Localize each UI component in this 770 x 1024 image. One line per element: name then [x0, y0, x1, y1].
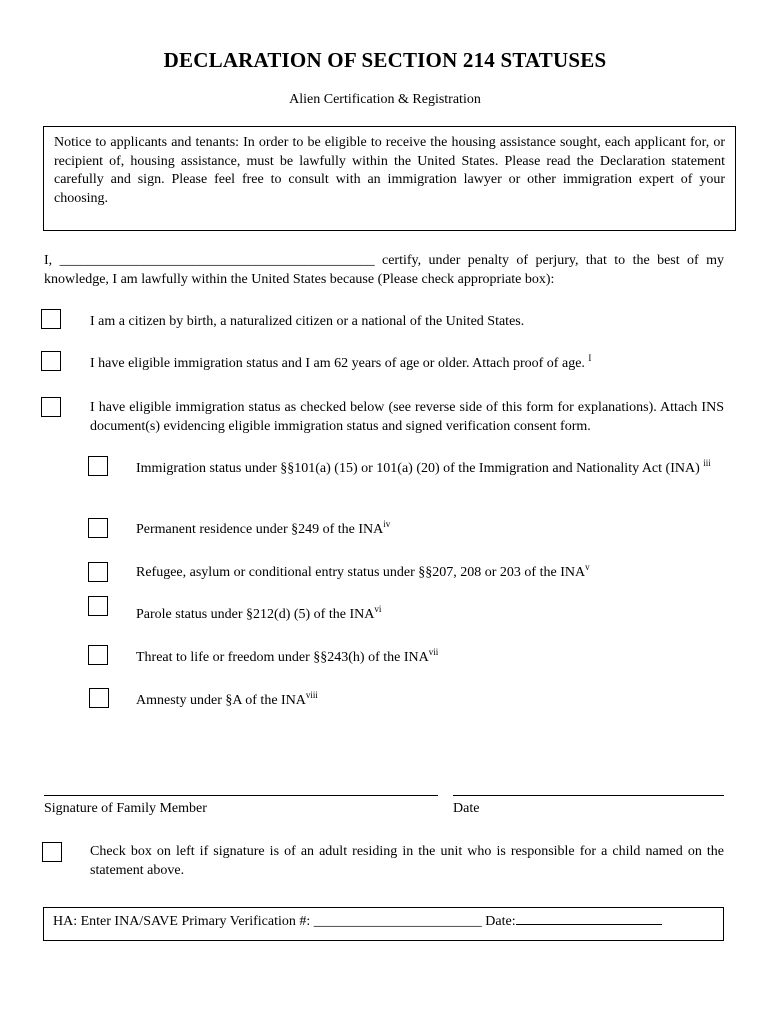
parole-checkbox[interactable] — [88, 596, 108, 616]
ha-date-label: Date: — [481, 914, 516, 929]
sub-option-text: Permanent residence under §249 of the INA — [136, 522, 384, 537]
sub-option-ina-101 — [136, 460, 724, 479]
sub-option-text: Refugee, asylum or conditional entry status under §§207, 208 or 203 of the INA — [136, 565, 586, 580]
sub-option-permanent-residence — [136, 521, 724, 540]
footnote-marker: iv — [383, 519, 391, 529]
verification-number-blank[interactable]: ________________________ — [313, 914, 482, 929]
option-citizen-text: I am a citizen by birth, a naturalized citizen or a national of the United States. — [90, 314, 525, 329]
signature-line[interactable] — [44, 795, 438, 796]
notice-box — [43, 126, 736, 231]
sub-option-refugee — [136, 564, 724, 583]
ha-date-blank[interactable] — [516, 924, 662, 925]
sub-option-amnesty — [136, 692, 724, 711]
footnote-marker: vi — [374, 604, 382, 614]
signature-label: Signature of Family Member — [44, 801, 207, 816]
notice-text: Notice to applicants and tenants: In order to be eligible to receive the housing assistance sought, each applicant for, or recipient of, housing assistance, must be lawfully within the United States. Please read the Declaration statement carefully and sign. Please feel free to consult with an immigration lawyer or other immigration expert of your choosing. — [54, 135, 725, 206]
certify-prefix: I, — [44, 253, 60, 268]
amnesty-checkbox[interactable] — [89, 688, 109, 708]
sub-option-text: Parole status under §212(d) (5) of the INA — [136, 607, 375, 622]
certify-statement — [44, 252, 724, 289]
ina-101-checkbox[interactable] — [88, 456, 108, 476]
age-62-checkbox[interactable] — [41, 351, 61, 371]
option-age-62-text: I have eligible immigration status and I am 62 years of age or older. Attach proof of age. — [90, 356, 585, 371]
refugee-checkbox[interactable] — [88, 562, 108, 582]
footnote-marker: viii — [305, 690, 318, 700]
footnote-marker: iii — [703, 458, 711, 468]
sub-option-parole — [136, 606, 724, 625]
form-subtitle: Alien Certification & Registration — [289, 92, 481, 107]
certify-text: certify, under penalty of perjury, that to the best of my knowledge, I am lawfully within the United States because (Please check appropriate box): — [44, 253, 724, 287]
adult-check-note — [90, 843, 724, 880]
permanent-residence-checkbox[interactable] — [88, 518, 108, 538]
sub-option-text: Immigration status under §§101(a) (15) or 101(a) (20) of the Immigration and Nationality Act (INA) — [136, 461, 700, 476]
sub-option-threat-to-life — [136, 649, 724, 668]
footnote-marker: I — [588, 353, 592, 363]
form-title: DECLARATION OF SECTION 214 STATUSES — [163, 48, 607, 72]
footnote-marker: vii — [428, 647, 439, 657]
eligible-status-checkbox[interactable] — [41, 397, 61, 417]
adult-check-text: Check box on left if signature is of an adult residing in the unit who is responsible for a child named on the statement above. — [90, 844, 724, 878]
ha-label: HA: Enter INA/SAVE Primary Verification #: — [53, 914, 314, 929]
ha-verification-box — [43, 907, 724, 941]
option-eligible-status-text: I have eligible immigration status as checked below (see reverse side of this form for explanations). Attach INS document(s) evidencing eligible immigration status and signed verification consent form. — [90, 400, 724, 434]
threat-to-life-checkbox[interactable] — [88, 645, 108, 665]
date-label: Date — [453, 801, 480, 816]
option-age-62 — [90, 355, 724, 374]
sub-option-text: Amnesty under §A of the INA — [136, 693, 306, 708]
date-line[interactable] — [453, 795, 724, 796]
adult-responsible-checkbox[interactable] — [42, 842, 62, 862]
footnote-marker: v — [585, 562, 590, 572]
citizen-checkbox[interactable] — [41, 309, 61, 329]
option-eligible-status — [90, 399, 724, 436]
sub-option-text: Threat to life or freedom under §§243(h) of the INA — [136, 650, 429, 665]
option-citizen — [90, 313, 724, 332]
name-blank[interactable]: _____________________________________________ — [59, 253, 375, 268]
